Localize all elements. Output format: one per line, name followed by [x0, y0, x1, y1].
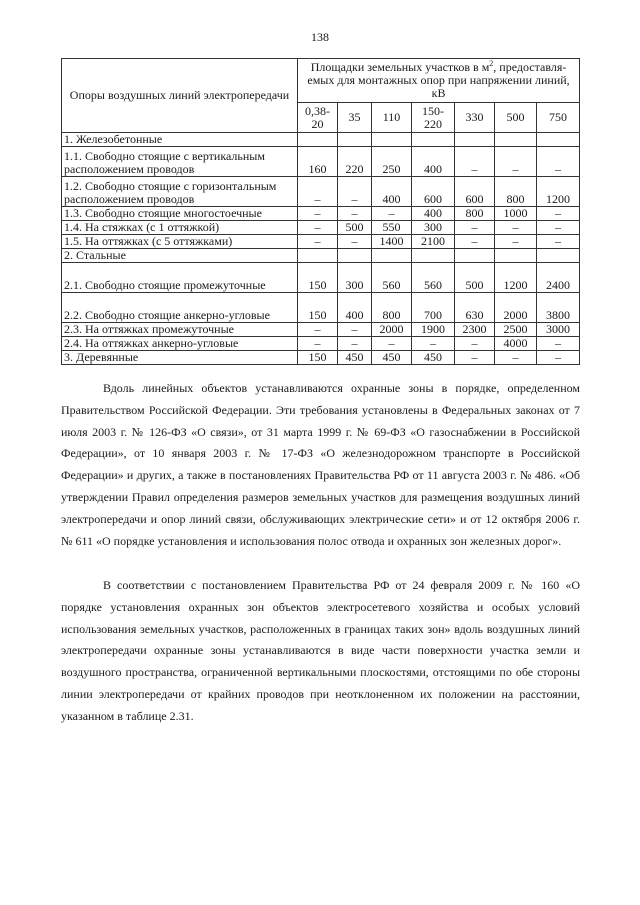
- value-cell: 2100: [412, 235, 455, 249]
- value-cell: –: [455, 337, 495, 351]
- value-cell: –: [372, 337, 412, 351]
- value-cell: 1400: [372, 235, 412, 249]
- table-row: [62, 337, 580, 351]
- value-cell: [455, 249, 495, 263]
- value-cell: 500: [455, 263, 495, 293]
- value-cell: –: [495, 351, 537, 365]
- table-row: [62, 235, 580, 249]
- value-cell: 400: [412, 147, 455, 177]
- value-cell: –: [298, 177, 338, 207]
- value-cell: 250: [372, 147, 412, 177]
- value-cell: [537, 133, 580, 147]
- value-cell: –: [298, 235, 338, 249]
- value-cell: –: [537, 207, 580, 221]
- value-cell: 800: [455, 207, 495, 221]
- voltage-header: 35: [338, 103, 372, 133]
- value-cell: –: [338, 323, 372, 337]
- voltage-header: 500: [495, 103, 537, 133]
- value-cell: 500: [338, 221, 372, 235]
- voltage-header: 0,38-20: [298, 103, 338, 133]
- row-label: 2.1. Свободно стоящие промежуточные: [62, 263, 298, 293]
- value-cell: –: [495, 235, 537, 249]
- table-body: [62, 133, 580, 365]
- value-cell: [495, 133, 537, 147]
- value-cell: 630: [455, 293, 495, 323]
- value-cell: –: [455, 351, 495, 365]
- value-cell: –: [537, 147, 580, 177]
- value-cell: 3000: [537, 323, 580, 337]
- table-row: [62, 263, 580, 293]
- table-row: [62, 351, 580, 365]
- value-cell: 400: [338, 293, 372, 323]
- value-cell: 450: [412, 351, 455, 365]
- value-cell: –: [298, 323, 338, 337]
- value-cell: [537, 249, 580, 263]
- table-row: [62, 207, 580, 221]
- value-cell: 300: [412, 221, 455, 235]
- value-cell: –: [338, 207, 372, 221]
- value-cell: 1200: [537, 177, 580, 207]
- table-row: [62, 323, 580, 337]
- value-cell: 800: [495, 177, 537, 207]
- value-cell: 2000: [372, 323, 412, 337]
- value-cell: –: [372, 207, 412, 221]
- section-row: [62, 133, 580, 147]
- voltage-header: 750: [537, 103, 580, 133]
- table-row: [62, 177, 580, 207]
- table-row: [62, 221, 580, 235]
- table-row: [62, 293, 580, 323]
- value-cell: –: [338, 337, 372, 351]
- value-cell: 2500: [495, 323, 537, 337]
- value-cell: –: [298, 207, 338, 221]
- value-cell: [298, 249, 338, 263]
- value-cell: 1200: [495, 263, 537, 293]
- value-cell: [298, 133, 338, 147]
- value-cell: 450: [372, 351, 412, 365]
- value-cell: 4000: [495, 337, 537, 351]
- value-cell: 1000: [495, 207, 537, 221]
- value-cell: 220: [338, 147, 372, 177]
- value-cell: 450: [338, 351, 372, 365]
- value-cell: [412, 249, 455, 263]
- value-cell: 800: [372, 293, 412, 323]
- value-cell: 600: [412, 177, 455, 207]
- value-cell: –: [338, 177, 372, 207]
- value-cell: 1900: [412, 323, 455, 337]
- value-cell: 400: [372, 177, 412, 207]
- value-cell: –: [412, 337, 455, 351]
- value-cell: 3800: [537, 293, 580, 323]
- row-label: 1.2. Свободно стоящие с горизонтальным расположением проводов: [62, 177, 298, 207]
- paragraph-2: В соответствии с постановлением Правительства РФ от 24 февраля 2009 г. № 160 «О порядке установления охранных зон объектов электросетевого хозяйства и особых условий использования земельных участков, расположенных в границах таких зон» вдоль воздушных линий электропередачи охранные зоны устанавливаются в виде части поверхности участка земли и воздушного пространства, ограниченной вертикальными плоскостями, отстоящими по обе стороны линии электропередачи от крайних проводов при неотклоненном их положении на расстоянии, указанном в таблице 2.31.: [61, 578, 580, 723]
- value-cell: 300: [338, 263, 372, 293]
- value-cell: [338, 249, 372, 263]
- value-cell: 700: [412, 293, 455, 323]
- row-label: 1.1. Свободно стоящие с вертикальным расположением проводов: [62, 147, 298, 177]
- value-cell: 2300: [455, 323, 495, 337]
- value-cell: 150: [298, 293, 338, 323]
- value-cell: –: [495, 147, 537, 177]
- value-cell: [372, 249, 412, 263]
- value-cell: 160: [298, 147, 338, 177]
- voltage-header: 150-220: [412, 103, 455, 133]
- value-cell: –: [455, 235, 495, 249]
- value-cell: –: [298, 221, 338, 235]
- row-label: 2.2. Свободно стоящие анкерно-угловые: [62, 293, 298, 323]
- page-number: 138: [311, 30, 329, 44]
- value-cell: –: [455, 221, 495, 235]
- row-label: 1.3. Свободно стоящие многостоечные: [62, 207, 298, 221]
- value-cell: 560: [412, 263, 455, 293]
- value-cell: 150: [298, 351, 338, 365]
- paragraph-1: Вдоль линейных объектов устанавливаются охранные зоны в порядке, определенном Правительством Российской Федерации. Эти требования установлены в Федеральных законах от 7 июля 2003 г. № 126-ФЗ «О связи», от 31 марта 1999 г. № 69-ФЗ «О газоснабжении в Российской Федерации», от 10 января 2003 г. № 17-ФЗ «О железнодорожном транспорте в Российской Федерации» и других, а также в постановлениях Правительства РФ от 11 августа 2003 г. № 486. «Об утверждении Правил определения размеров земельных участков для размещения воздушных линий электропередачи и опор линий связи, обслуживающих электрические сети» и от 12 октября 2006 г. № 611 «О порядке установления и использования полос отвода и охранных зон железных дорог».: [61, 381, 580, 548]
- value-cell: [338, 133, 372, 147]
- header-supports: Опоры воздушных линий электропередачи: [62, 59, 298, 133]
- value-cell: 560: [372, 263, 412, 293]
- value-cell: 2000: [495, 293, 537, 323]
- voltage-header: 330: [455, 103, 495, 133]
- section-row: [62, 249, 580, 263]
- row-label: 2.4. На оттяжках анкерно-угловые: [62, 337, 298, 351]
- section-label: 1. Железобетонные: [62, 133, 298, 147]
- value-cell: –: [495, 221, 537, 235]
- value-cell: –: [338, 235, 372, 249]
- section-label: 2. Стальные: [62, 249, 298, 263]
- value-cell: 550: [372, 221, 412, 235]
- row-label: 3. Деревянные: [62, 351, 298, 365]
- value-cell: –: [298, 337, 338, 351]
- value-cell: [495, 249, 537, 263]
- value-cell: –: [537, 351, 580, 365]
- voltage-header: 110: [372, 103, 412, 133]
- value-cell: 150: [298, 263, 338, 293]
- row-label: 1.5. На оттяжках (с 5 оттяжками): [62, 235, 298, 249]
- value-cell: 2400: [537, 263, 580, 293]
- value-cell: 400: [412, 207, 455, 221]
- header-land-area: Площадки земельных участков в $м^2$, предоставляемых для монтажных опор при напряжении линий, кВ: [298, 59, 580, 103]
- value-cell: –: [537, 337, 580, 351]
- value-cell: [412, 133, 455, 147]
- value-cell: –: [537, 221, 580, 235]
- table-row: [62, 147, 580, 177]
- value-cell: [372, 133, 412, 147]
- row-label: 2.3. На оттяжках промежуточные: [62, 323, 298, 337]
- value-cell: [455, 133, 495, 147]
- row-label: 1.4. На стяжках (с 1 оттяжкой): [62, 221, 298, 235]
- land-area-table: [61, 58, 580, 365]
- value-cell: –: [537, 235, 580, 249]
- value-cell: 600: [455, 177, 495, 207]
- value-cell: –: [455, 147, 495, 177]
